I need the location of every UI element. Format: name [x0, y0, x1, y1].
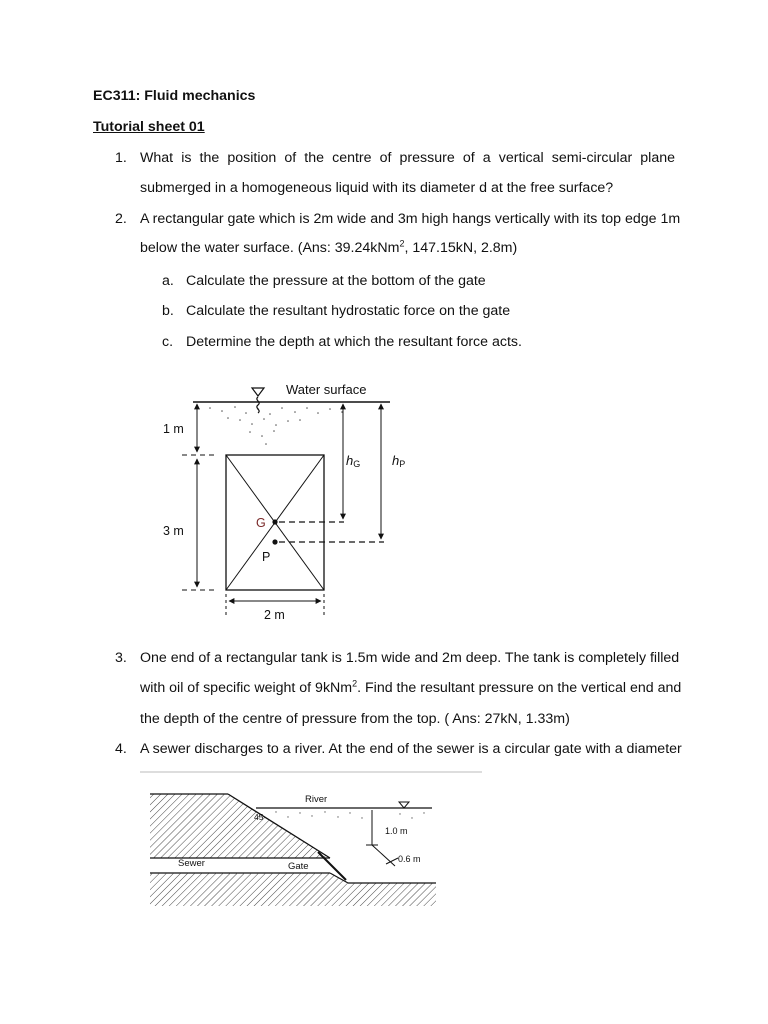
question-3-line-3: the depth of the centre of pressure from the top. ( Ans: 27kN, 1.33m): [140, 711, 570, 727]
question-1-line-2: submerged in a homogeneous liquid with its diameter d at the free surface?: [140, 180, 614, 196]
course-title: EC311: Fluid mechanics: [93, 88, 256, 104]
label-hG: hG: [346, 453, 361, 469]
question-2-line-1: A rectangular gate which is 2m wide and 3m high hangs vertically with its top edge 1m: [140, 211, 681, 227]
part-b-text: Calculate the resultant hydrostatic force on the gate: [186, 303, 511, 319]
question-3-line-1: One end of a rectangular tank is 1.5m wide and 2m deep. The tank is completely filled: [140, 650, 680, 666]
sewer-label: Sewer: [178, 858, 205, 869]
dim-2m-label: 2 m: [264, 608, 285, 622]
question-number: 2.: [115, 211, 127, 227]
question-number: 4.: [115, 741, 127, 757]
question-number: 3.: [115, 650, 127, 666]
part-c-text: Determine the depth at which the resultant force acts.: [186, 334, 522, 350]
label-P: P: [262, 550, 271, 564]
water-stipple: [209, 406, 343, 445]
sheet-title: Tutorial sheet 01: [93, 119, 205, 135]
gate-label: Gate: [288, 861, 309, 872]
label-G: G: [256, 516, 266, 530]
depth-06m-label: 0.6 m: [398, 854, 421, 864]
centroid-point: [272, 519, 277, 524]
part-letter: c.: [162, 334, 174, 350]
river-label: River: [305, 794, 328, 805]
pressure-centre-point: [272, 539, 277, 544]
sewer-diagram: [138, 768, 488, 913]
water-surface-label: Water surface: [286, 382, 367, 397]
water-level-icon: [252, 388, 264, 396]
dim-1m-label: 1 m: [163, 422, 184, 436]
question-number: 1.: [115, 150, 127, 166]
label-hP: hP: [392, 453, 406, 469]
angle-label: 45: [254, 812, 264, 822]
gate-diagram: [150, 375, 410, 630]
question-4-line-1: A sewer discharges to a river. At the end of the sewer is a circular gate with a diameter: [140, 741, 682, 757]
dim-3m-label: 3 m: [163, 524, 184, 538]
question-3-line-2: with oil of specific weight of 9kNm$^2$. Find the resultant pressure on the vertical end and: [140, 678, 682, 696]
question-2-line-2: below the water surface. (Ans: 39.24kNm$^2$, 147.15kN, 2.8m): [140, 238, 518, 256]
river-stipple: [275, 811, 424, 818]
embankment: [150, 794, 330, 858]
question-1-line-1: What is the position of the centre of pressure of a vertical semi-circular plane: [140, 150, 675, 166]
part-letter: a.: [162, 273, 174, 289]
water-level-icon: [399, 802, 409, 808]
part-a-text: Calculate the pressure at the bottom of the gate: [186, 273, 486, 289]
part-letter: b.: [162, 303, 174, 319]
river-bed: [150, 873, 436, 906]
depth-1m-label: 1.0 m: [385, 826, 408, 836]
